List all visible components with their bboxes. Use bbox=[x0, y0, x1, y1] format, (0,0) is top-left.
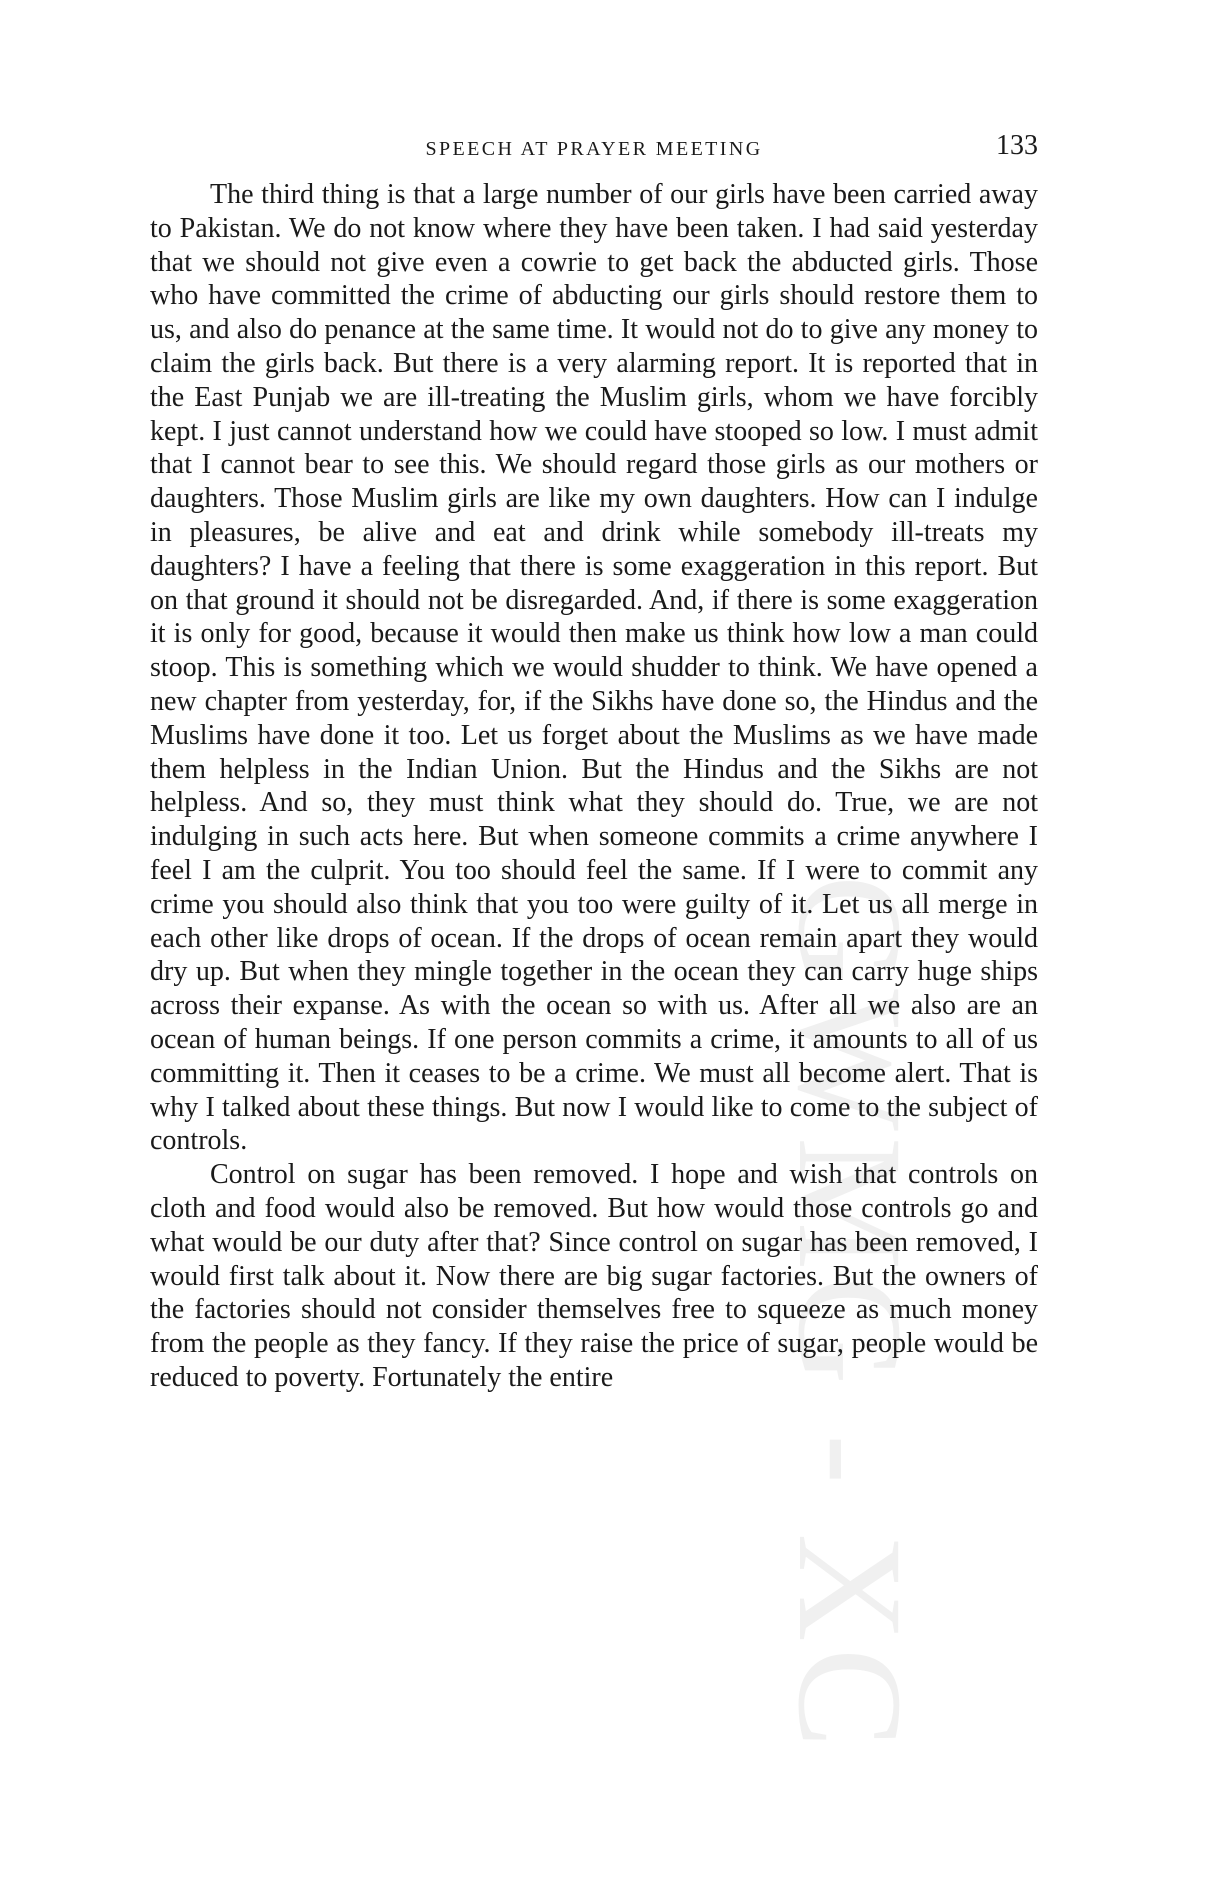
page-number: 133 bbox=[996, 130, 1038, 161]
paragraph: The third thing is that a large number of our girls have been carried away to Pakistan. We do not know where they have been taken. I had said yesterday that we should not give even a cowrie to get back the abducted girls. Those who have committed the crime of abducting our girls should restore them to us, and also do penance at the same time. It would not do to give any money to claim the girls back. But there is a very alarming report. It is reported that in the East Punjab we are ill-treating the Muslim girls, whom we have forcibly kept. I just cannot understand how we could have stooped so low. I must admit that I cannot bear to see this. We should regard those girls as our mothers or daughters. Those Muslim girls are like my own daughters. How can I indulge in pleasures, be alive and eat and drink while somebody ill-treats my daughters? I have a feeling that there is some exaggeration in this report. But on that ground it should not be disregarded. And, if there is some exaggeration it is only for good, because it would then make us think how low a man could stoop. This is something which we would shudder to think. We have opened a new chapter from yesterday, for, if the Sikhs have done so, the Hindus and the Muslims have done it too. Let us forget about the Muslims as we have made them helpless in the Indian Union. But the Hindus and the Sikhs are not helpless. And so, they must think what they should do. True, we are not indulging in such acts here. But when someone commits a crime anywhere I feel I am the culprit. You too should feel the same. If I were to commit any crime you should also think that you too were guilty of it. Let us all merge in each other like drops of ocean. If the drops of ocean remain apart they would dry up. But when they mingle together in the ocean they can carry huge ships across their expanse. As with the ocean so with us. After all we also are an ocean of human beings. If one person commits a crime, it amounts to all of us committing it. Then it ceases to be a crime. We must all become alert. That is why I talked about these things. But now I would like to come to the subject of controls. bbox=[150, 179, 1038, 1157]
paragraph: Control on sugar has been removed. I hope and wish that controls on cloth and food would also be removed. But how would those controls go and what would be our duty after that? Since control on sugar has been removed, I would first talk about it. Now there are big sugar factories. But the owners of the factories should not consider themselves free to squeeze as much money from the people as they fancy. If they raise the price of sugar, people would be reduced to poverty. Fortunately the entire bbox=[150, 1159, 1038, 1393]
running-header bbox=[150, 130, 1038, 170]
text-body bbox=[150, 178, 1038, 1395]
watermark: GWMG - XC bbox=[767, 875, 933, 1754]
chapter-title: SPEECH AT PRAYER MEETING bbox=[425, 138, 763, 160]
